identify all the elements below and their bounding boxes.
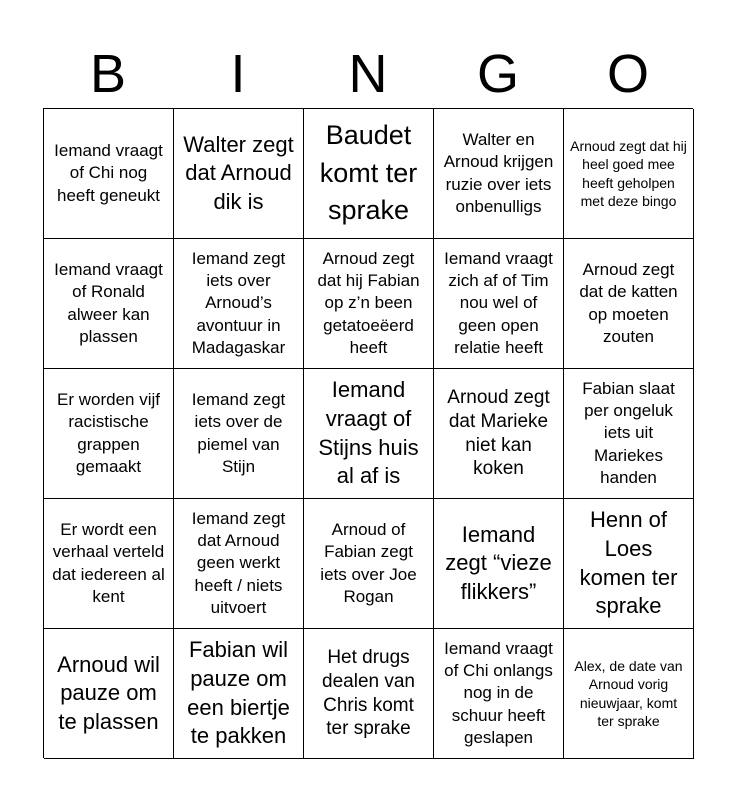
bingo-cell[interactable] [44, 109, 174, 239]
bingo-cell[interactable] [564, 369, 694, 499]
bingo-cell-text: Er wordt een verhaal verteld dat iedereen al kent [52, 520, 165, 606]
bingo-cell-text: Iemand zegt iets over Arnoud’s avontuur in Madagaskar [191, 249, 286, 357]
bingo-cell[interactable] [434, 369, 564, 499]
bingo-cell-text: Iemand vraagt of Chi nog heeft geneukt [54, 141, 163, 205]
bingo-cell[interactable] [564, 629, 694, 759]
bingo-cell[interactable] [304, 369, 434, 499]
header-letter-g: G [476, 44, 519, 104]
bingo-cell-text: Arnoud zegt dat hij heel goed mee heeft geholpen met deze bingo [570, 138, 687, 209]
header-letter-n: N [348, 44, 388, 104]
header-letter-b: B [89, 44, 127, 104]
bingo-cell-text: Walter zegt dat Arnoud dik is [183, 131, 294, 214]
bingo-cell-text: Walter en Arnoud krijgen ruzie over iets onbenulligs [443, 130, 554, 216]
bingo-cell-text: Iemand zegt dat Arnoud geen werkt heeft / niets uitvoert [191, 509, 286, 617]
bingo-cell[interactable] [304, 109, 434, 239]
bingo-cell[interactable] [174, 629, 304, 759]
bingo-cell-text: Iemand vraagt zich af of Tim nou wel of geen open relatie heeft [444, 249, 553, 357]
header-letter-i: I [230, 44, 246, 104]
bingo-cell-text: Arnoud wil pauze om te plassen [57, 651, 160, 734]
bingo-cell-text: Fabian slaat per ongeluk iets uit Mariekes handen [582, 379, 675, 487]
bingo-cell[interactable] [174, 109, 304, 239]
bingo-cell[interactable] [44, 239, 174, 369]
bingo-cell[interactable] [174, 499, 304, 629]
bingo-header [43, 40, 693, 108]
bingo-cell-text: Iemand vraagt of Stijns huis al af is [318, 377, 419, 489]
bingo-cell[interactable] [44, 629, 174, 759]
bingo-cell[interactable] [174, 369, 304, 499]
bingo-cell[interactable] [434, 499, 564, 629]
bingo-cell-text: Iemand zegt “vieze flikkers” [445, 521, 552, 604]
bingo-cell-text: Het drugs dealen van Chris komt ter sprake [322, 647, 415, 740]
bingo-cell[interactable] [304, 629, 434, 759]
bingo-cell-text: Arnoud zegt dat Marieke niet kan koken [447, 387, 550, 480]
bingo-cell[interactable] [564, 109, 694, 239]
bingo-cell-text: Fabian wil pauze om een biertje te pakken [187, 637, 290, 749]
bingo-card [43, 108, 693, 758]
bingo-cell[interactable] [174, 239, 304, 369]
bingo-cell-text: Arnoud zegt dat hij Fabian op z’n been getatoeëerd heeft [317, 249, 420, 357]
bingo-cell[interactable] [564, 499, 694, 629]
bingo-cell-text: Iemand zegt iets over de piemel van Stijn [191, 390, 286, 476]
bingo-cell[interactable] [434, 629, 564, 759]
bingo-cell[interactable] [44, 369, 174, 499]
bingo-cell-text: Iemand vraagt of Ronald alweer kan plassen [54, 260, 163, 346]
bingo-cell-text: Arnoud zegt dat de katten op moeten zouten [579, 260, 678, 346]
bingo-cell-text: Henn of Loes komen ter sprake [579, 507, 678, 619]
bingo-cell-text: Alex, de date van Arnoud vorig nieuwjaar, komt ter sprake [574, 658, 683, 729]
bingo-cell-text: Er worden vijf racistische grappen gemaakt [57, 390, 160, 476]
bingo-cell[interactable] [434, 109, 564, 239]
bingo-cell-text: Baudet komt ter sprake [319, 119, 418, 226]
bingo-cell[interactable] [304, 239, 434, 369]
bingo-cell-text: Iemand vraagt of Chi onlangs nog in de schuur heeft geslapen [444, 639, 553, 747]
bingo-cell[interactable] [564, 239, 694, 369]
bingo-cell[interactable] [304, 499, 434, 629]
header-letter-o: O [606, 44, 649, 104]
bingo-cell-text: Arnoud of Fabian zegt iets over Joe Rogan [320, 520, 417, 606]
bingo-cell[interactable] [434, 239, 564, 369]
bingo-cell[interactable] [44, 499, 174, 629]
